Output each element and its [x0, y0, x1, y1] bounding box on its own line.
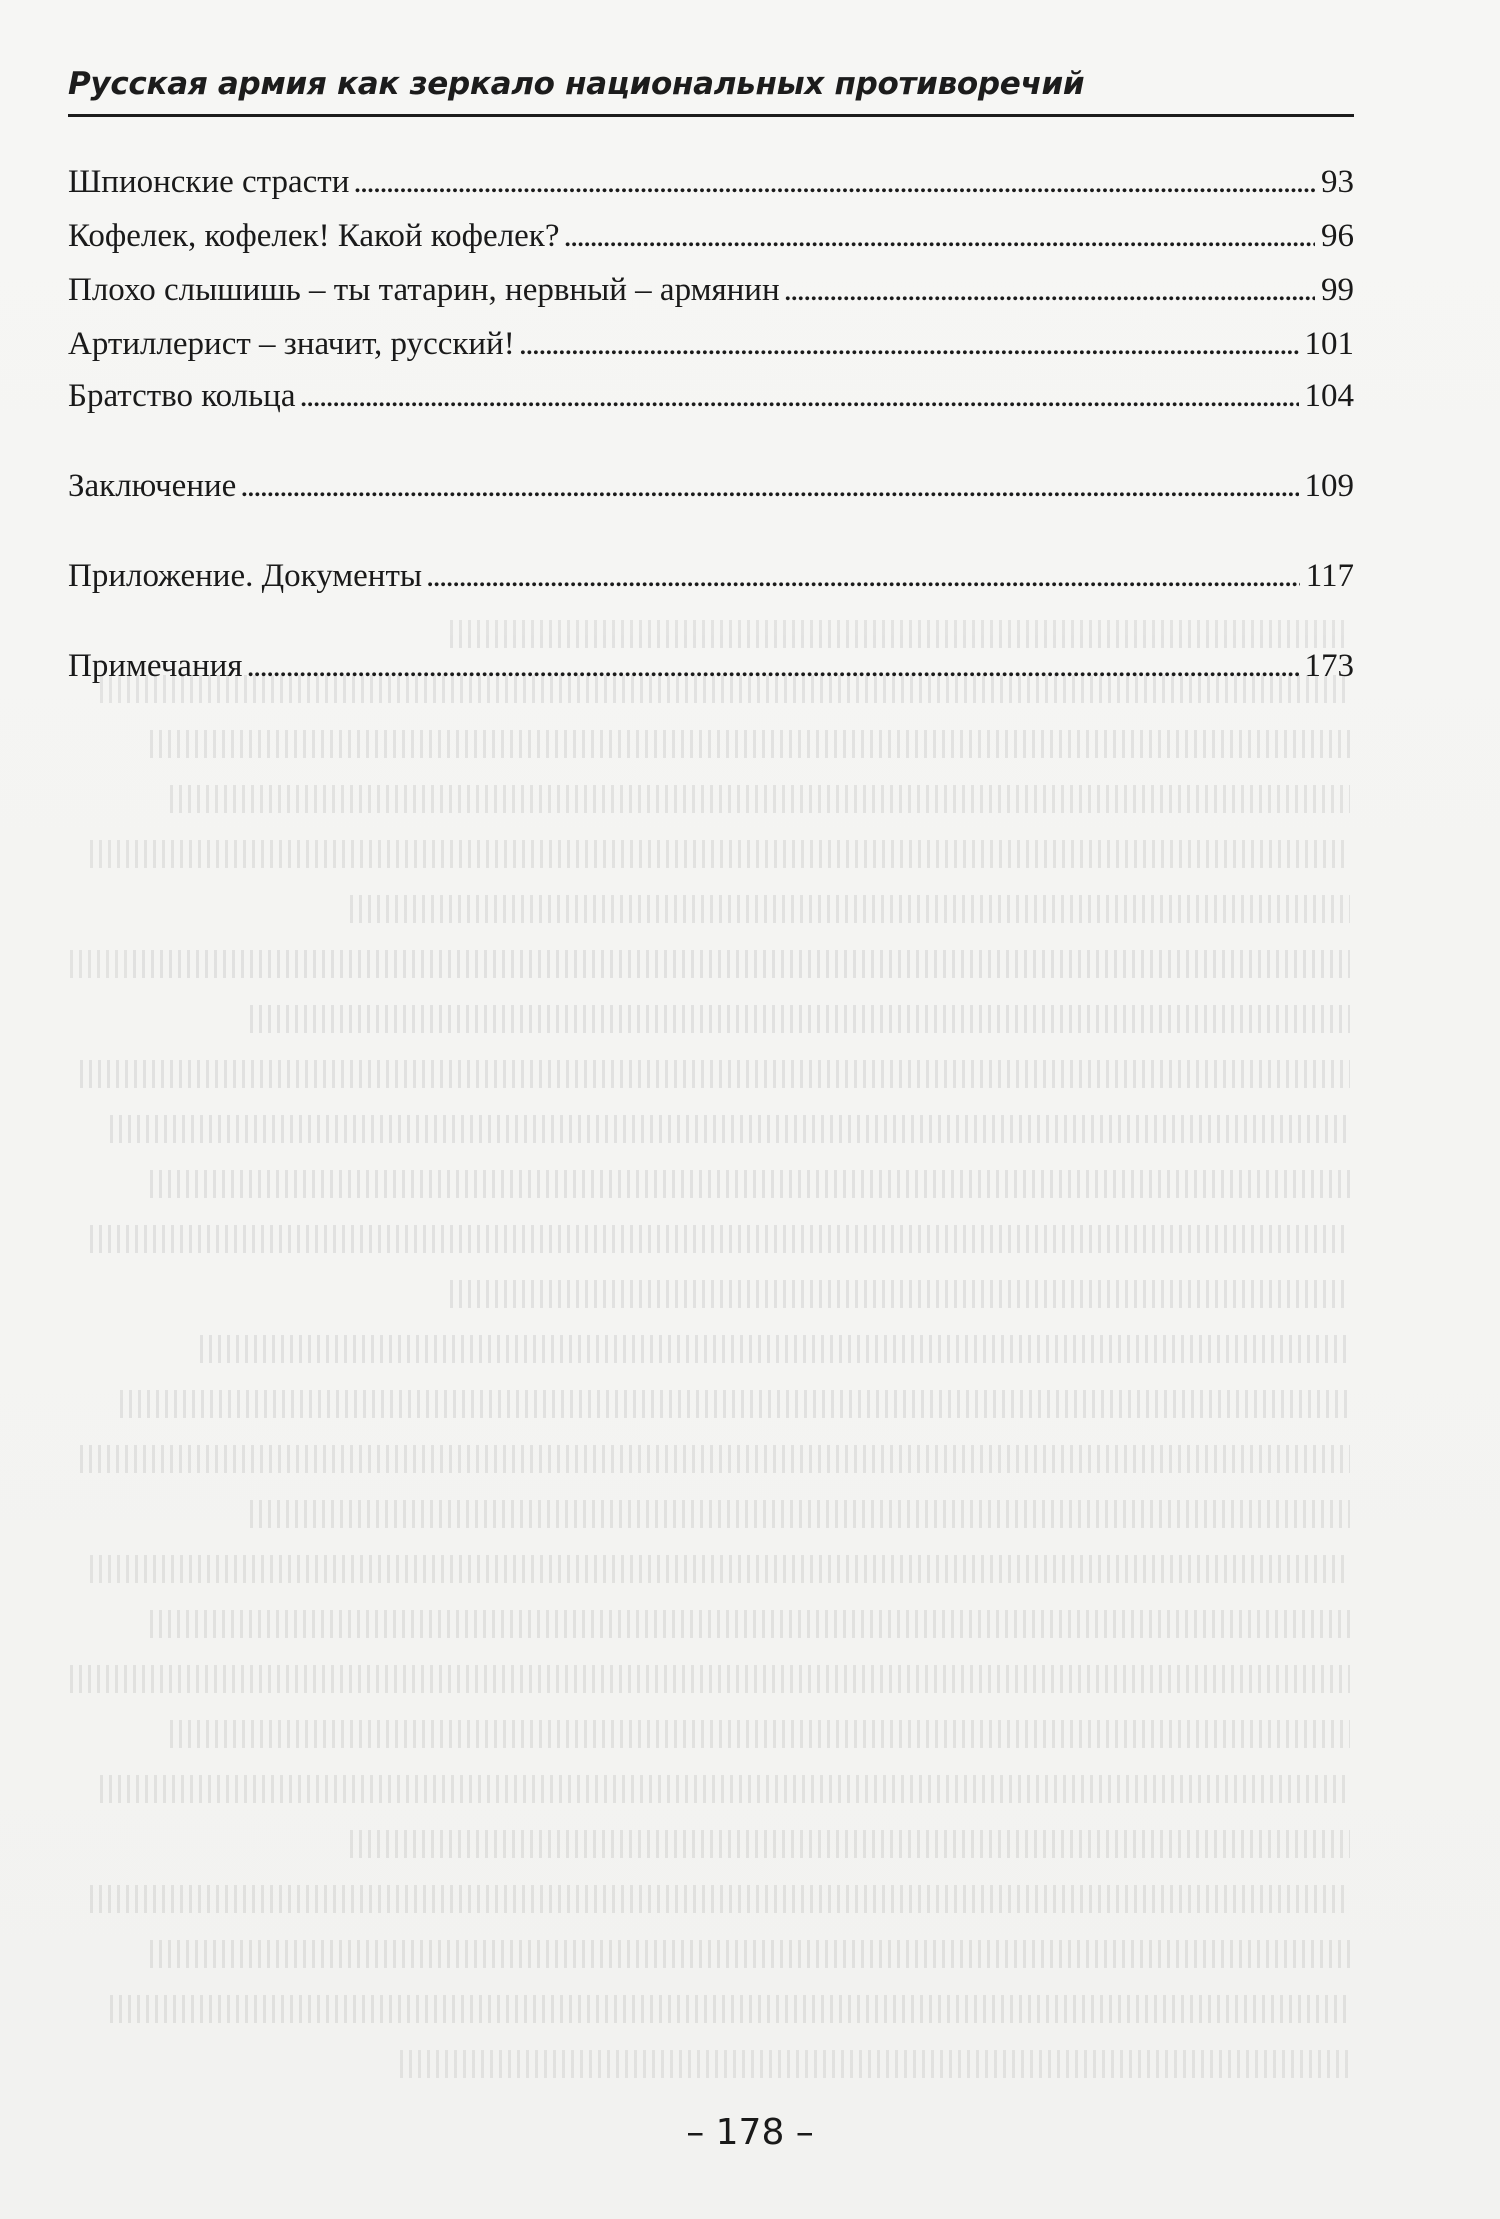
toc-entry-page: 96: [1321, 218, 1354, 254]
toc-entry-title: Заключение: [68, 468, 237, 504]
toc-entry[interactable]: [68, 644, 1354, 688]
toc-dot-leader: [246, 644, 1298, 688]
toc-dot-leader: [300, 374, 1299, 418]
toc-dot-leader: [784, 268, 1315, 312]
toc-dot-leader: [519, 322, 1299, 366]
toc-entry[interactable]: [68, 160, 1354, 204]
toc-entry-page: 173: [1304, 648, 1354, 684]
toc-entry-title: Кофелек, кофелек! Какой кофелек?: [68, 218, 560, 254]
toc-entry-title: Братство кольца: [68, 378, 296, 414]
page-number: – 178 –: [686, 2112, 814, 2153]
toc-entry-title: Примечания: [68, 648, 243, 684]
toc-entry[interactable]: [68, 322, 1354, 366]
toc-entry-page: 93: [1321, 164, 1354, 200]
toc-entry[interactable]: [68, 554, 1354, 598]
header-rule: [68, 114, 1354, 117]
toc-dot-leader: [353, 160, 1315, 204]
toc-entry-page: 117: [1305, 558, 1354, 594]
toc-entry-title: Артиллерист – значит, русский!: [68, 326, 515, 362]
toc-dot-leader: [240, 464, 1298, 508]
show-through-texture: [60, 600, 1350, 2100]
toc-entry[interactable]: [68, 214, 1354, 258]
toc-entry-page: 101: [1304, 326, 1354, 362]
toc-dot-leader: [426, 554, 1300, 598]
toc-entry[interactable]: [68, 268, 1354, 312]
toc-entry-title: Приложение. Документы: [68, 558, 423, 594]
running-header: Русская армия как зеркало национальных противоречий: [68, 66, 1085, 102]
toc-entry-page: 109: [1304, 468, 1354, 504]
toc-dot-leader: [564, 214, 1316, 258]
toc-entry-page: 99: [1321, 272, 1354, 308]
toc-entry[interactable]: [68, 464, 1354, 508]
toc-entry-page: 104: [1304, 378, 1354, 414]
toc-entry-title: Плохо слышишь – ты татарин, нервный – армянин: [68, 272, 780, 308]
toc-entry-title: Шпионские страсти: [68, 164, 350, 200]
toc-entry[interactable]: [68, 374, 1354, 418]
